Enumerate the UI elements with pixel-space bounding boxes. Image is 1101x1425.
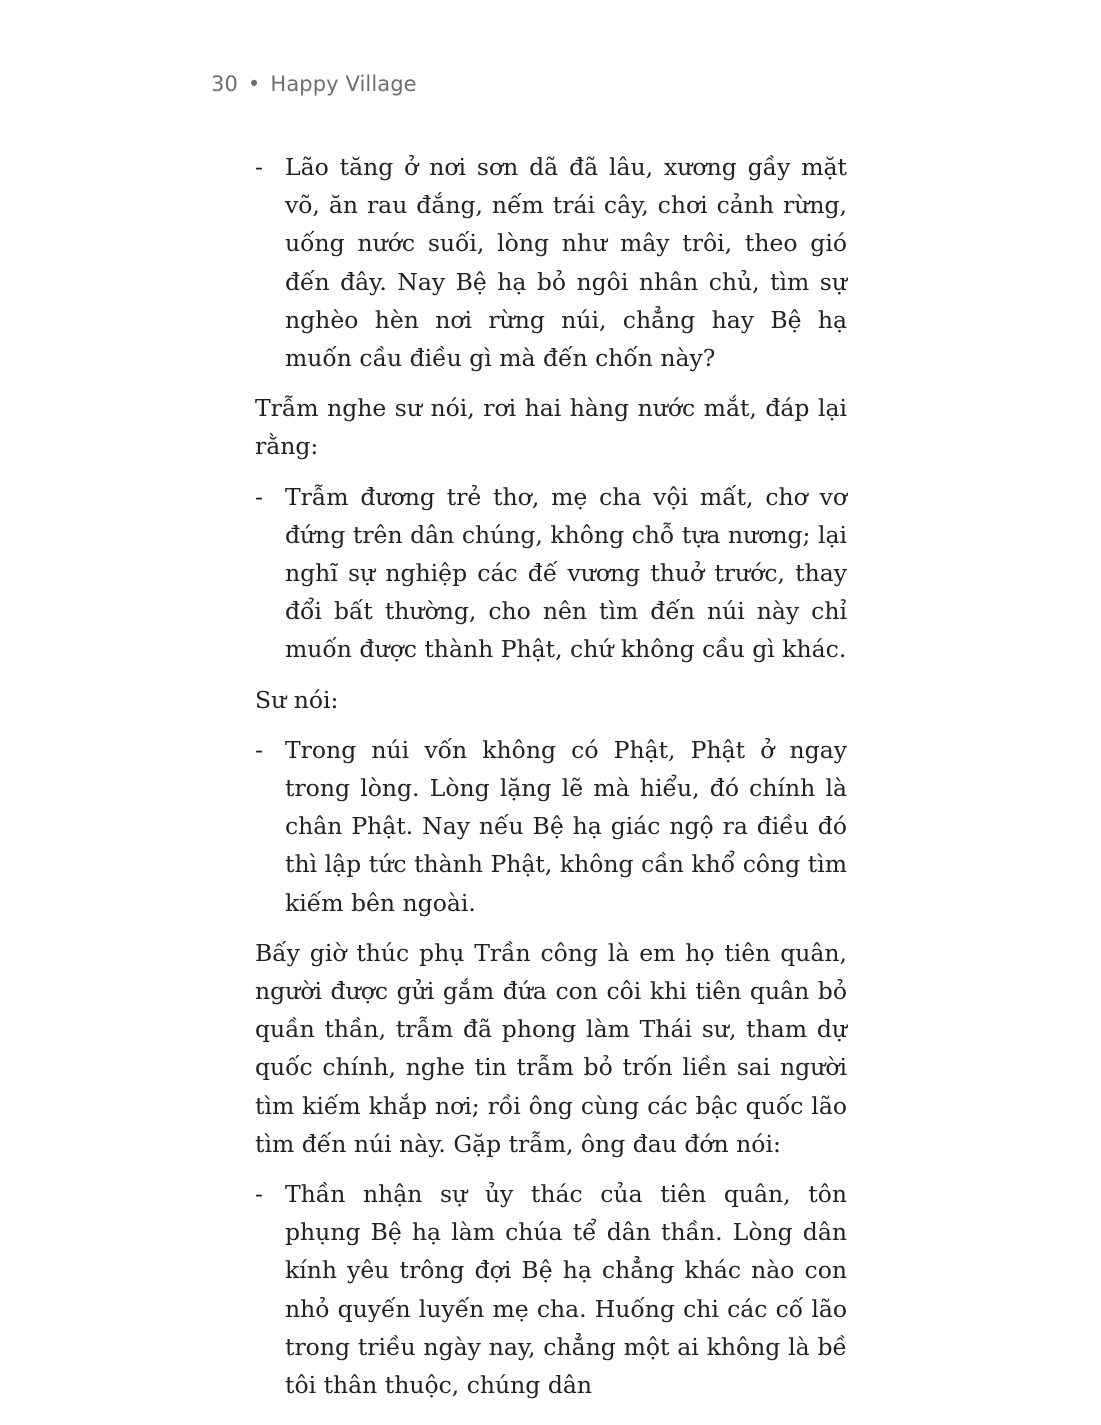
dialogue-paragraph-3 [255,731,847,922]
dialogue-dash: - [255,1180,263,1209]
narration-paragraph-3: Bấy giờ thúc phụ Trần công là em họ tiên quân, người được gửi gắm đứa con côi khi tiên quân bỏ quần thần, trẫm đã phong làm Thái sư, tham dự quốc chính, nghe tin trẫm bỏ trốn liền sai người tìm kiếm khắp nơi; rồi ông cùng các bậc quốc lão tìm đến núi này. Gặp trẫm, ông đau đớn nói: [255,938,847,1158]
dialogue-paragraph-1 [255,148,847,377]
page-number: 30 [211,72,238,96]
running-header [211,72,417,96]
dialogue-text: Trong núi vốn không có Phật, Phật ở ngay trong lòng. Lòng lặng lẽ mà hiểu, đó chính là chân Phật. Nay nếu Bệ hạ giác ngộ ra điều đó thì lập tức thành Phật, không cần khổ công tìm kiếm bên ngoài. [285,735,847,917]
dialogue-text: Lão tăng ở nơi sơn dã đã lâu, xương gầy mặt võ, ăn rau đắng, nếm trái cây, chơi cảnh rừng, uống nước suối, lòng như mây trôi, theo gió đến đây. Nay Bệ hạ bỏ ngôi nhân chủ, tìm sự nghèo hèn nơi rừng núi, chẳng hay Bệ hạ muốn cầu điều gì mà đến chốn này? [285,153,847,373]
narration-paragraph-1: Trẫm nghe sư nói, rơi hai hàng nước mắt, đáp lại rằng: [255,394,847,461]
narration-paragraph-2: Sư nói: [255,685,339,714]
body-text [255,148,847,1416]
dialogue-text: Trẫm đương trẻ thơ, mẹ cha vội mất, chơ vơ đứng trên dân chúng, không chỗ tựa nương; lại nghĩ sự nghiệp các đế vương thuở trước, thay đổi bất thường, cho nên tìm đến núi này chỉ muốn được thành Phật, chứ không cầu gì khác. [285,482,847,664]
dialogue-dash: - [255,735,263,764]
header-separator: • [247,72,261,96]
dialogue-dash: - [255,482,263,511]
dialogue-paragraph-2 [255,478,847,669]
dialogue-dash: - [255,153,263,181]
dialogue-paragraph-4 [255,1175,847,1404]
dialogue-text: Thần nhận sự ủy thác của tiên quân, tôn phụng Bệ hạ làm chúa tể dân thần. Lòng dân kính yêu trông đợi Bệ hạ chẳng khác nào con nhỏ quyến luyến mẹ cha. Huống chi các cố lão trong triều ngày nay, chẳng một ai không là bề tôi thân thuộc, chúng dân [285,1180,847,1400]
book-title: Happy Village [270,72,417,96]
